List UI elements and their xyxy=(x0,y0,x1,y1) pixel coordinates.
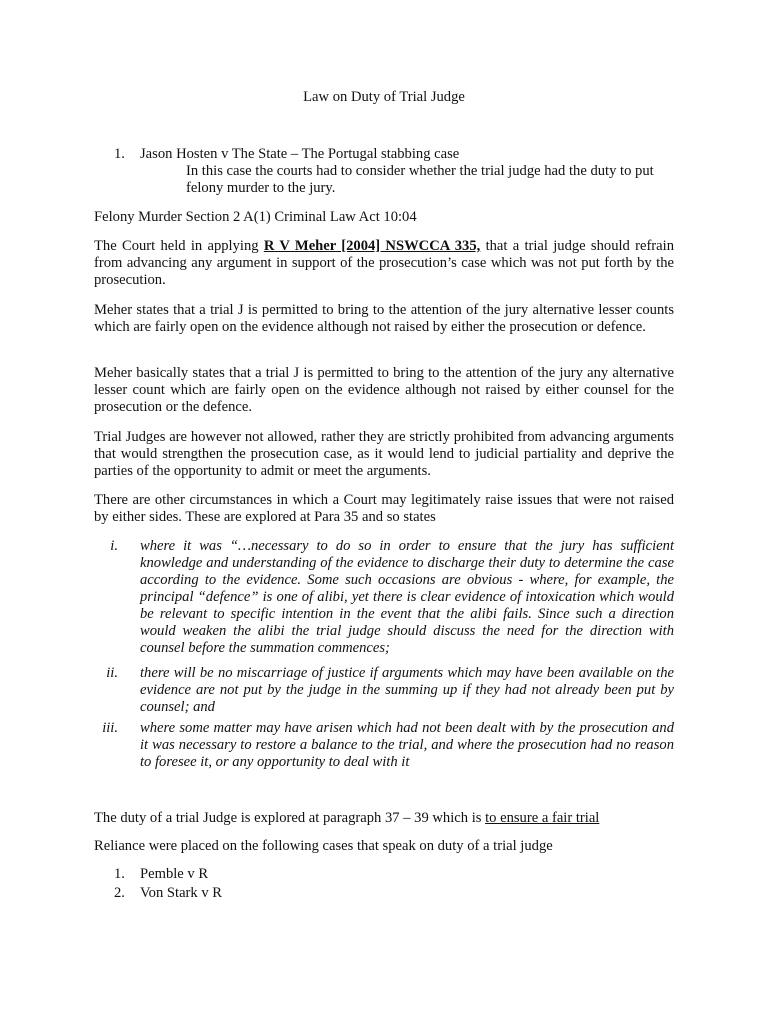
paragraph-court-held-before: The Court held in applying xyxy=(94,238,264,254)
paragraph-meher-2: Meher basically states that a trial J is permitted to bring to the attention of the jury any alternative lesser count which are fairly open on the evidence although not raised by either counsel for the prosecution or the defence. xyxy=(94,365,674,415)
page-title: Law on Duty of Trial Judge xyxy=(303,89,465,105)
felony-murder-line: Felony Murder Section 2 A(1) Criminal Law Act 10:04 xyxy=(94,209,417,225)
case-list-number-2: 2. xyxy=(114,885,125,901)
case-detail: In this case the courts had to consider whether the trial judge had the duty to put felony murder to the jury. xyxy=(186,163,654,196)
case-list-item-1: Pemble v R xyxy=(140,866,209,882)
roman-item-3: where some matter may have arisen which had not been dealt with by the prosecution and it was necessary to restore a balance to the trial, and where the prosecution had no reason to foresee it, or any opportunity to deal with it xyxy=(140,720,674,770)
paragraph-court-held xyxy=(94,238,674,289)
paragraph-reliance: Reliance were placed on the following cases that speak on duty of a trial judge xyxy=(94,838,553,854)
fair-trial-underlined: to ensure a fair trial xyxy=(485,810,600,826)
case-heading: Jason Hosten v The State – The Portugal stabbing case xyxy=(140,146,460,162)
case-citation: R V Meher [2004] NSWCCA 335, xyxy=(263,238,481,254)
paragraph-trial-judges: Trial Judges are however not allowed, rather they are strictly prohibited from advancing arguments that would strengthen the prosecution case, as it would lend to judicial partiality and deprive the parties of the opportunity to admit or meet the arguments. xyxy=(94,429,674,479)
roman-item-2: there will be no miscarriage of justice if arguments which may have been available on the evidence are not put by the judge in the summing up if they had not already been put by counsel; and xyxy=(140,665,674,715)
case-list-number-1: 1. xyxy=(114,866,125,882)
paragraph-court-held-after: that a trial judge should refrain from advancing any argument in support of the prosecution’s case which was not put forth by the prosecution. xyxy=(94,238,675,288)
roman-numeral-2: ii. xyxy=(106,665,118,681)
paragraph-duty xyxy=(94,810,674,827)
roman-item-1: where it was “…necessary to do so in order to ensure that the jury has sufficient knowledge and understanding of the evidence to discharge their duty to determine the case according to the evidence. Some such occasions are obvious - where, for example, the principal “defence” is one of alibi, yet there is clear evidence of intoxication which would be relevant to specific intention in the event that the alibi fails. Since such a direction would weaken the alibi the trial judge should discuss the need for the direction with counsel before the summation commences; xyxy=(140,538,674,656)
paragraph-meher-1: Meher states that a trial J is permitted to bring to the attention of the jury alternative lesser counts which are fairly open on the evidence although not raised by either the prosecution or defence. xyxy=(94,302,674,335)
paragraph-duty-before: The duty of a trial Judge is explored at paragraph 37 – 39 which is xyxy=(94,810,486,826)
case-list-item-2: Von Stark v R xyxy=(140,885,223,901)
roman-numeral-3: iii. xyxy=(102,720,118,736)
roman-numeral-1: i. xyxy=(110,538,118,554)
paragraph-circumstances: There are other circumstances in which a Court may legitimately raise issues that were not raised by either sides. These are explored at Para 35 and so states xyxy=(94,492,674,525)
list-number-1: 1. xyxy=(114,146,125,162)
